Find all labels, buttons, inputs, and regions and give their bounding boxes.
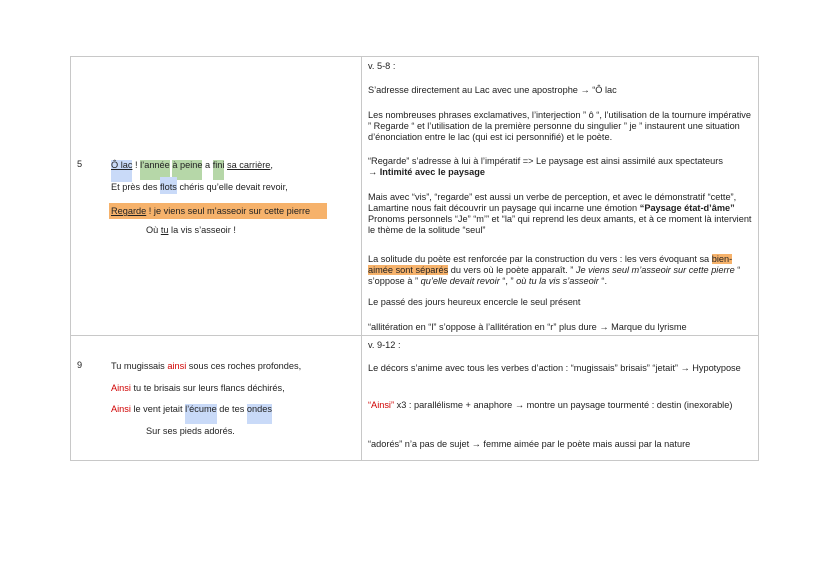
red-text: Ainsi [111,383,131,393]
text-run: la vis s’asseoir ! [168,225,236,235]
text-run: sous ces roches profondes, [186,361,302,371]
table-row [71,336,759,461]
analysis-cell [362,57,759,336]
table-row [71,57,759,336]
analysis-paragraph: Le passé des jours heureux encercle le seul présent [368,297,581,307]
text-run: chéris qu’elle devait revoir, [176,182,288,192]
analysis-paragraph [368,400,754,411]
text-run: a [202,160,213,170]
italic-text: où tu la vis s’asseoir [516,276,599,286]
verse-number: 5 [77,159,83,169]
text-run: , [270,160,273,170]
highlight-blue: Ô lac [111,160,132,182]
text-run: “Regarde” s’adresse à lui à l’impératif => Le paysage est ainsi assimilé aux spectateurs [368,156,723,166]
highlight-blue: ondes [247,404,272,424]
underlined-text: Regarde [111,206,147,216]
text-run: du vers où le poète apparaît. ” [448,265,576,275]
text-run: “ s’oppose à ” [368,265,741,286]
underlined-text: tu [160,225,169,235]
text-run: “, ” [499,276,517,286]
analysis-table [70,56,759,461]
text-run: Tu mugissais [111,361,168,371]
section-heading: v. 9-12 : [368,340,401,350]
text-run: de tes [216,404,247,414]
analysis-paragraph: Les nombreuses phrases exclamatives, l’interjection ” ô “, l’utilisation de la tournure impérative ” Regarde “ et l’utilisation de la première personne du singulier ” je ” instaurent une situation d’énonciation entre le lac (qui est ici personnifié) et le poète. [368,110,751,142]
bold-text: “Paysage état-d’âme” [639,203,735,213]
poem-cell [71,336,362,461]
text-run: Mais avec “vis”, “regarde” est aussi un verbe de perception, et avec le démonstratif “cette”, Lamartine nous fait découvrir un paysage qui incarne une émotion [368,192,737,213]
analysis-paragraph: S’adresse directement au Lac avec une apostrophe → “Ô lac [368,85,617,95]
highlight-green: l’année [140,160,170,180]
analysis-cell [362,336,759,461]
analysis-paragraph [368,156,754,178]
poem-line [146,224,236,236]
section-heading: v. 5-8 : [368,61,396,71]
text-run: La solitude du poète est renforcée par la construction du vers : les vers évoquant sa [368,254,712,264]
text-run: le vent jetait [130,404,186,414]
text-run: “. [598,276,608,286]
poem-line [111,403,272,415]
poem-line [111,159,273,171]
poem-line [111,181,288,193]
poem-line [109,203,327,219]
text-run: Pronoms personnels “Je” “m’” et “la” qui reprend les deux amants, et à ce moment là intervient le thème de la solitude “seul” [368,214,752,235]
verse-number: 9 [77,360,83,370]
poem-cell [71,57,362,336]
italic-text: qu’elle devait revoir [420,276,500,286]
analysis-paragraph: Le décors s’anime avec tous les verbes d’action : “mugissais” brisais” “jetait” → Hypotypose [368,363,741,373]
underlined-text: sa carrière [227,160,271,170]
bold-text: → Intimité avec le paysage [368,167,485,177]
analysis-paragraph [368,192,754,236]
analysis-paragraph: “adorés” n’a pas de sujet → femme aimée par le poète mais aussi par la nature [368,439,691,449]
italic-text: Je viens seul m’asseoir sur cette pierre [575,265,735,275]
poem-line [111,382,285,394]
highlight-green: à peine [172,160,202,180]
red-text: “Ainsi” [368,400,395,410]
analysis-paragraph: “allitération en “l” s’oppose à l’allitération en “r” plus dure → Marque du lyrisme [368,322,687,332]
red-text: ainsi [167,361,187,371]
poem-line [111,360,301,372]
text-run: Où [146,225,161,235]
highlight-green: fini [213,160,225,180]
poem-line [146,425,235,437]
text-run: tu te brisais sur leurs flancs déchirés, [130,383,285,393]
highlight-orange: bien-aimée sont séparés [368,254,733,275]
analysis-paragraph [368,254,754,287]
highlight-blue: flots [160,177,177,194]
text-run: ! je viens seul m’asseoir sur cette pierre [146,206,311,216]
text-run: x3 : parallélisme + anaphore → montre un paysage tourmenté : destin (inexorable) [394,400,733,410]
highlight-blue: l’écume [185,404,217,424]
text-run: Sur ses pieds adorés. [146,426,235,436]
text-run: Et près des [111,182,161,192]
red-text: Ainsi [111,404,131,414]
text-run: ! [132,160,141,170]
